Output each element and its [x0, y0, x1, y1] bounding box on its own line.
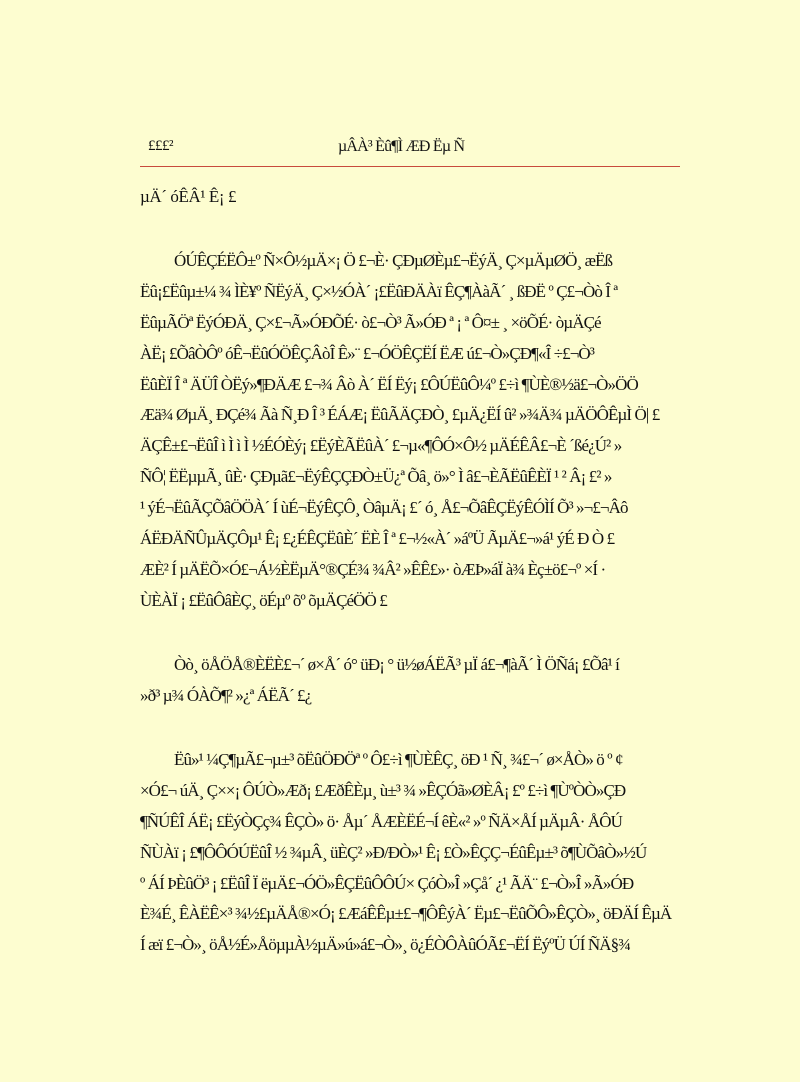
text-line: ÓÚÊÇÉËÔ±º Ñ×Ô½µÄ×¡ Ö £¬È· ÇÐµØÈµ£¬ËýÄ¸ Ç×µÄµØÖ¸ æËß: [174, 251, 613, 270]
paragraph-1: [140, 246, 700, 617]
text-line: Ëû»¹ ¼Ç¶µÃ£¬µ±³ õËûÖÐÖª º Ô£÷ì ¶ÙÈÊÇ¸ öÐ ¹ Ñ¸ ¾£¬´ ø×ÅÒ» ö º ¢: [174, 750, 623, 769]
text-line: Ëû¡£Ëûµ±¼ ¾ ÌÈ¥º ÑËýÄ¸ Ç×½ÓÀ´ ¡£ËûÐÄÀï ÊÇ¶ÀàÃ´ ¸ ßÐË º Ç£¬Òò Î ª: [140, 281, 618, 301]
text-line: ÀË¡ £ÕâÒÔº óÊ¬ËûÓÖÊÇÂòÎ Ê»¨ £¬ÓÖÊÇËÍ ËÆ ú£¬Ò»ÇÐ¶«Î ÷£¬Ò³: [140, 343, 594, 363]
text-line: »ð³ µ¾ ÓÀÕ¶² »¿ª ÁËÃ´ £¿: [140, 685, 312, 705]
text-line: º ÁÍ ÞÈûÖ³ ¡ £ËûÎ Ï ëµÄ£¬ÓÖ»ÊÇËûÔÔÚ× ÇóÒ»Î »Çå´ ¿¹ ÃÄ¨ £¬Ò»Î »Ã»ÓÐ: [140, 873, 634, 893]
text-line: ÑÙÀï ¡ £¶ÔÔÓÚËûÎ ½ ¾µÂ¸ üÈÇ² »Ð/ÐÒ»¹ Ê¡ £Ò»ÊÇÇ¬ÉûÊµ±³ õ¶ÙÕâÒ»½Ú: [140, 842, 647, 862]
text-line: ÙÈÀÏ ¡ £ËûÔâÈÇ¸ öÉµº õº õµÄÇéÖÖ £: [140, 590, 387, 610]
text-line: ¹ ýÉ¬ËûÃÇÕâÖÖÀ´ Í ùÉ¬ËýÊÇÔ¸ ÒâµÄ¡ £´ ó¸ Å£¬ÕâÊÇËýÊÓÌÍ Õ³ »¬£¬Âô: [140, 498, 628, 518]
text-line: ÁËÐÄÑÛµÄÇÔµ¹ Ê¡ £¿ÉÊÇËûÈ´ ËÈ Î ª £¬½«À´ »áºÜ ÃµÄ£¬»á¹ ýÉ Ð Ò £: [140, 529, 615, 549]
text-line: ¶ÑÚÊÎ ÁË¡ £ËýÒÇç¾ ÊÇÒ» ö· Åµ´ ÅÆÈËÉ¬Í êÈ«² »º ÑÄ×ÅÍ µÄµÂ· ÅÔÚ: [140, 811, 622, 831]
page-number: £££²: [148, 138, 173, 154]
page-header: [140, 138, 680, 167]
text-line: Òò¸ öÅÖÅ®ÈËÈ£¬´ ø×Å´ ó° üÐ¡ ° ü½øÁËÃ³ µÏ á£¬¶àÃ´ Ì ÖÑá¡ £Õâ¹ í: [174, 655, 619, 674]
paragraph-3: [140, 745, 700, 961]
text-line: ×Ó£¬ úÄ¸ Ç××¡ ÔÚÒ»Æð¡ £ÆðÊÈµ¸ ù±³ ¾ »ÊÇÓã»ØÈÂ¡ £º £÷ì ¶ÙºÒÒ»ÇÐ: [140, 780, 626, 800]
paragraph-2: [140, 650, 700, 712]
text-line: ÆÈ² Í µÄËÕ×Ó£¬Á½ÈËµÄ°®ÇÉ¾ ¾Â² »ÊÊ£»· òÆÞ»áÏ à¾ Èç±ö£¬º ×Í ·: [140, 559, 606, 579]
section-heading: µÄ´ óÊÂ¹ Ê¡ £: [140, 187, 237, 206]
text-line: Í æï £¬Ò»¸ öÅ½É»ÅöµµÀ½µÄ»ú»á£¬Ò»¸ ö¿ÉÒÔÀûÓÃ£¬ËÍ ËýºÜ ÚÍ ÑÄ§¾: [140, 935, 631, 955]
text-line: ÑÔ¦ ËËµµÃ¸ ûÈ· ÇÐµã£¬ËýÊÇÇÐÒ±Ü¿ª Õâ¸ ö»° Ì â£¬ÈÃËûÊÈÏ ¹ ² Â¡ £² »: [140, 467, 612, 487]
running-head: µÂÀ³ Èû¶Ì ÆÐ Ëµ Ñ: [338, 138, 465, 155]
text-line: ËûÈÏ Î ª ÄÜÎ ÒËý»¶ÐÄÆ £¬¾ Âò À´ ËÍ Ëý¡ £ÔÚËûÔ¼º £÷ì ¶ÙÈ®½ä£¬Ò»ÖÖ: [140, 374, 638, 394]
text-line: ËûµÃÖª ËýÓÐÄ¸ Ç×£¬Ã»ÓÐÕÉ· ò£¬Ò³ Ã»ÓÐ ª ¡ ª Ô¤± ¸ ×öÕÉ· òµÄÇé: [140, 312, 601, 332]
text-line: ÄÇÊ±£¬ËûÎ ì Ì ì Ì ½ÉÓÈý¡ £ËýÈÃËûÀ´ £¬µ«¶ÔÓ×Ô½ µÄÉÊÂ£¬È ´ßé¿Ú² »: [140, 436, 622, 456]
text-line: Æä¾ ØµÄ¸ ÐÇé¾ Ãà Ñ¸Ð Î ³ ÉÁÆ¡ ËûÃÄÇÐÒ¸ £µÄ¿ËÍ û² »¾Ä¾ µÄÖÔÊµÌ Ö| £: [140, 405, 660, 425]
text-line: È¾É¸ ÊÀËÊ×³ ¾½£µÄÅ®×Ó¡ £ÆáÊÊµ±£¬¶ÔÊýÀ´ Ëµ£¬ËûÕÔ»ÊÇÒ»¸ öÐÄÍ ÊµÄ: [140, 904, 672, 924]
